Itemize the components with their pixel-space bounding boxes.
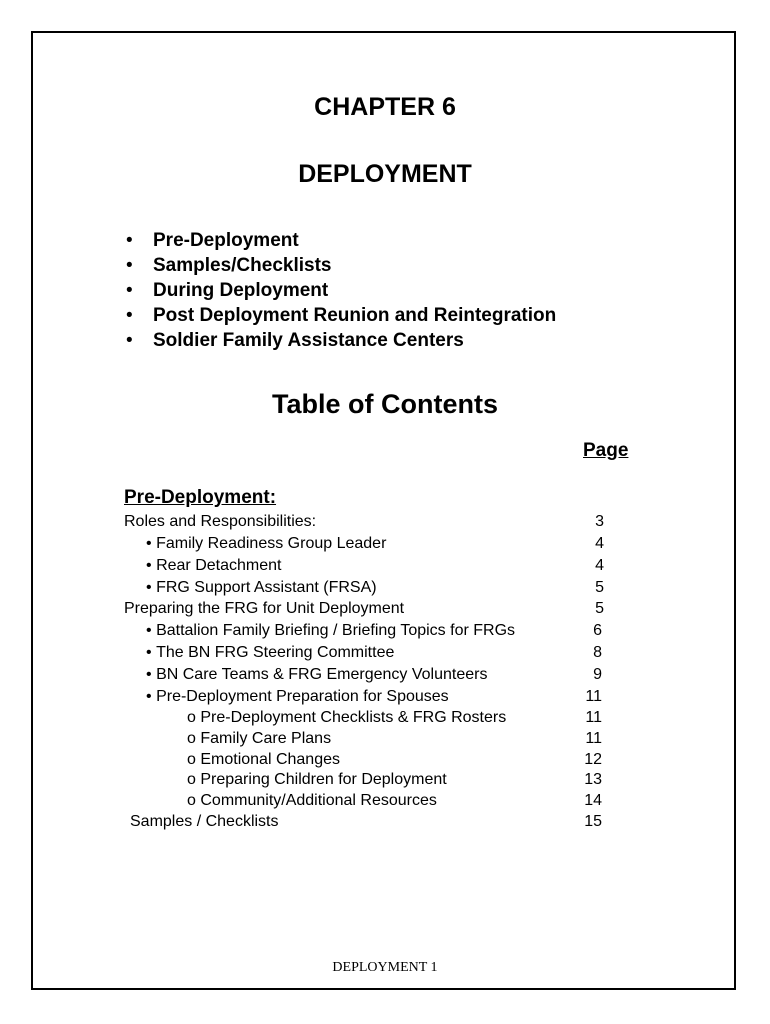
toc-page-number: 13	[584, 771, 602, 788]
toc-entry: • The BN FRG Steering Committee	[146, 644, 395, 661]
sub-bullet-icon: o	[187, 792, 196, 809]
topic-list	[124, 228, 556, 353]
bullet-icon: •	[146, 622, 152, 639]
toc-page-number: 8	[593, 644, 602, 661]
chapter-heading: CHAPTER 6	[314, 93, 456, 121]
toc-entry: o Preparing Children for Deployment	[187, 771, 447, 788]
toc-page-number: 12	[584, 751, 602, 768]
bullet-icon: •	[126, 255, 133, 276]
topic-item: • Samples/Checklists	[126, 255, 332, 276]
toc-entry: • Rear Detachment	[146, 557, 282, 574]
topic-item: • Soldier Family Assistance Centers	[126, 330, 464, 351]
sub-bullet-icon: o	[187, 751, 196, 768]
toc-entry: • Pre-Deployment Preparation for Spouses	[146, 688, 449, 705]
bullet-icon: •	[126, 305, 133, 326]
toc-entry: Preparing the FRG for Unit Deployment	[124, 600, 405, 617]
sub-bullet-icon: o	[187, 709, 196, 726]
toc-page-number: 3	[595, 513, 604, 530]
page-footer: DEPLOYMENT 1	[332, 960, 438, 975]
toc-page-number: 11	[585, 709, 602, 726]
bullet-icon: •	[146, 688, 152, 705]
toc-page-number: 4	[595, 535, 604, 552]
toc-entry: o Emotional Changes	[187, 751, 340, 768]
toc-entry: o Pre-Deployment Checklists & FRG Rosters	[187, 709, 507, 726]
sub-bullet-icon: o	[187, 771, 196, 788]
topic-item: • During Deployment	[126, 280, 329, 301]
toc-page-number: 15	[584, 813, 602, 830]
toc-entry: Samples / Checklists	[130, 813, 279, 830]
toc-page-number: 11	[585, 688, 602, 705]
bullet-icon: •	[146, 557, 152, 574]
toc-entry: • BN Care Teams & FRG Emergency Volunteers	[146, 666, 488, 683]
bullet-icon: •	[146, 535, 152, 552]
bullet-icon: •	[126, 330, 133, 351]
page-title: DEPLOYMENT	[298, 160, 472, 188]
toc-page-number: 5	[595, 579, 604, 596]
toc-entry: • FRG Support Assistant (FRSA)	[146, 579, 377, 596]
toc-entry: • Battalion Family Briefing / Briefing Topics for FRGs	[146, 622, 516, 639]
toc-page-number: 9	[593, 666, 602, 683]
toc-page-number: 6	[593, 622, 602, 639]
toc-entry: o Family Care Plans	[187, 730, 332, 747]
page-column-header: Page	[583, 440, 629, 461]
sub-bullet-icon: o	[187, 730, 196, 747]
section-header: Pre-Deployment:	[124, 487, 277, 508]
toc-entry: Roles and Responsibilities:	[124, 513, 317, 530]
toc-page-number: 11	[585, 730, 602, 747]
bullet-icon: •	[146, 579, 152, 596]
toc-page-number: 5	[595, 600, 604, 617]
toc-title: Table of Contents	[272, 389, 498, 419]
topic-item: • Pre-Deployment	[126, 230, 299, 251]
toc-page-number: 4	[595, 557, 604, 574]
toc-entry: • Family Readiness Group Leader	[146, 535, 387, 552]
bullet-icon: •	[126, 230, 133, 251]
bullet-icon: •	[146, 644, 152, 661]
topic-item: • Post Deployment Reunion and Reintegration	[126, 305, 557, 326]
bullet-icon: •	[126, 280, 133, 301]
toc-page-number: 14	[584, 792, 602, 809]
bullet-icon: •	[146, 666, 152, 683]
toc-entry: o Community/Additional Resources	[187, 792, 437, 809]
